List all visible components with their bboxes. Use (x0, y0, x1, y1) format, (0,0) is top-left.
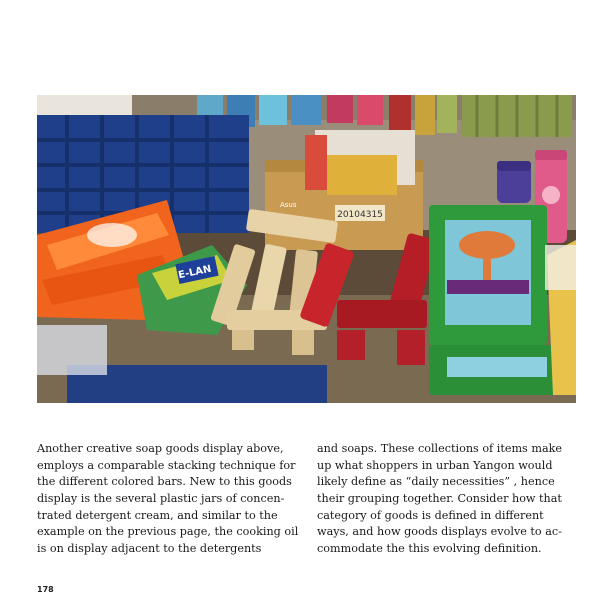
photo-illustration (37, 95, 576, 403)
page-number: 178 (37, 585, 54, 594)
market-stall-photo (37, 95, 576, 403)
white-basket (37, 325, 107, 375)
oil-bottle-neck (545, 245, 576, 290)
box-number-label: 20104315 (337, 210, 383, 220)
box-brand-label: Asus (280, 201, 297, 209)
body-text-left-column: Another creative soap goods display above, employs a comparable stacking technique for the different colored bars. New to this goods display is the several plastic jars of concentrated detergent cream, and similar to the example on the previous page, the cooking oil is on display adjacent to the detergents (37, 442, 299, 555)
body-text-right-column: and soaps. These collections of items make up what shoppers in urban Yangon would likely define as “daily necessities” , hence their grouping together. Consider how that category of goods is defined in different ways, and how goods displays evolve to accommodate the this evolving definition. (317, 442, 563, 555)
elan-brand-label: E-LAN (177, 263, 213, 282)
